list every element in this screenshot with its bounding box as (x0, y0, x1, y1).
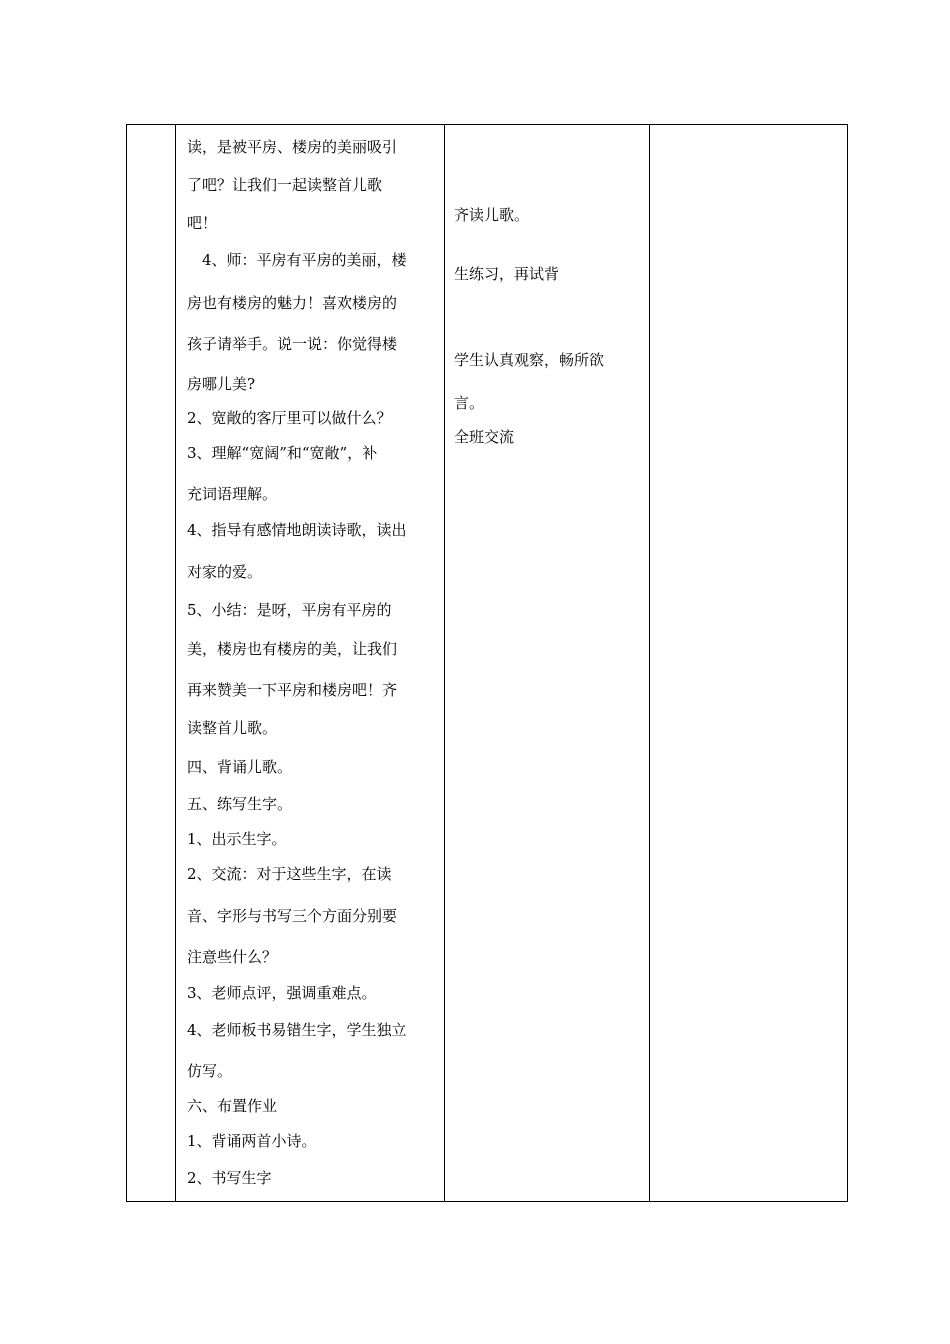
student-line: 学生认真观察，畅所欲 (454, 351, 605, 369)
teacher-line: 读整首儿歌。 (187, 719, 278, 737)
teacher-line: 仿写。 (187, 1062, 233, 1080)
teacher-line: 1、背诵两首小诗。 (187, 1132, 317, 1150)
teacher-line: 四、背诵儿歌。 (187, 758, 293, 776)
student-line: 生练习，再试背 (454, 265, 560, 283)
teacher-line: 六、布置作业 (187, 1097, 278, 1115)
teacher-line: 读，是被平房、楼房的美丽吸引 (187, 138, 398, 156)
teacher-line: 2、书写生字 (187, 1169, 272, 1187)
teacher-line: 4、指导有感情地朗读诗歌，读出 (187, 521, 407, 539)
teacher-line: 孩子请举手。说一说：你觉得楼 (187, 335, 398, 353)
teacher-line: 五、练写生字。 (187, 795, 293, 813)
teacher-line: 房哪儿美? (187, 375, 256, 393)
teacher-line: 充词语理解。 (187, 485, 278, 503)
teacher-line: 吧！ (187, 214, 218, 232)
teacher-line: 2、交流：对于这些生字，在读 (187, 865, 392, 883)
table-column-divider (649, 125, 650, 1201)
teacher-line: 3、老师点评，强调重难点。 (187, 984, 377, 1002)
teacher-line: 5、小结：是呀，平房有平房的 (187, 601, 392, 619)
teacher-line: 1、出示生字。 (187, 830, 287, 848)
teacher-line: 音、字形与书写三个方面分别要 (187, 907, 398, 925)
teacher-line: 再来赞美一下平房和楼房吧！齐 (187, 681, 398, 699)
student-line: 齐读儿歌。 (454, 206, 530, 224)
teacher-line: 3、理解“宽阔”和“宽敞”，补 (187, 444, 378, 462)
teacher-line: 房也有楼房的魅力！喜欢楼房的 (187, 294, 398, 312)
teacher-line: 对家的爱。 (187, 563, 263, 581)
teacher-line: 美，楼房也有楼房的美，让我们 (187, 640, 398, 658)
teacher-line: 4、师：平房有平房的美丽，楼 (187, 251, 407, 269)
table-column-divider (175, 125, 176, 1201)
table-column-divider (444, 125, 445, 1201)
teacher-line: 2、宽敞的客厅里可以做什么？ (187, 409, 392, 427)
teacher-line: 4、老师板书易错生字，学生独立 (187, 1021, 407, 1039)
student-line: 全班交流 (454, 428, 515, 446)
teacher-line: 了吧？让我们一起读整首儿歌 (187, 176, 383, 194)
lesson-table (126, 124, 848, 1202)
teacher-line: 注意些什么？ (187, 948, 278, 966)
student-line: 言。 (454, 394, 485, 412)
